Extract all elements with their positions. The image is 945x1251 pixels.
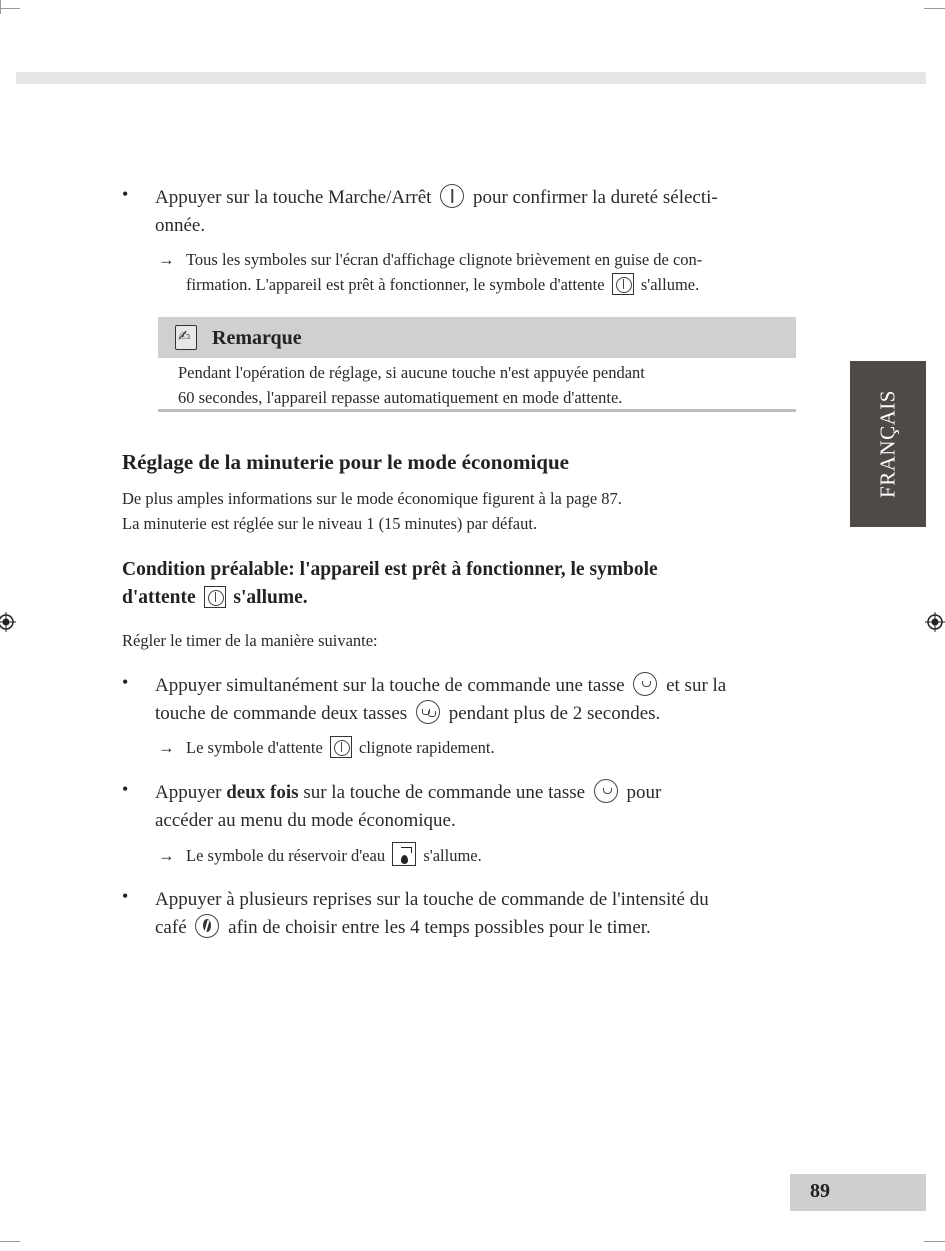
coffee-strength-button-icon (195, 914, 219, 938)
arrow-icon: → (158, 846, 175, 865)
bullet: • (122, 779, 129, 799)
arrow-icon: → (158, 250, 175, 269)
registration-mark-icon (0, 612, 16, 632)
bullet: • (122, 886, 129, 906)
section-heading: Réglage de la minuterie pour le mode économique (122, 450, 569, 474)
standby-symbol-icon (612, 273, 634, 295)
instruction-paragraph: Appuyer sur la touche Marche/Arrêt pour confirmer la dureté sélecti- onnée. (155, 184, 825, 240)
language-tab-label: FRANÇAIS (875, 390, 900, 498)
language-tab (850, 361, 926, 527)
crop-mark (924, 1241, 945, 1242)
crop-mark (924, 8, 945, 9)
bullet: • (122, 184, 129, 204)
one-cup-button-icon (633, 672, 657, 696)
crop-mark (0, 8, 20, 9)
power-button-icon (440, 184, 464, 208)
result-line: → Le symbole d'attente clignote rapidement. (158, 735, 808, 760)
intro-text: De plus amples informations sur le mode économique figurent à la page 87. La minuterie est réglée sur le niveau 1 (15 minutes) par défaut. (122, 489, 622, 533)
step-paragraph: Appuyer simultanément sur la touche de commande une tasse et sur la touche de commande deux tasses pendant plus de 2 secondes. (155, 672, 835, 728)
note-title: Remarque (212, 327, 302, 349)
registration-mark-icon (925, 612, 945, 632)
result-line: → Le symbole du réservoir d'eau s'allume. (158, 842, 808, 868)
step-paragraph: Appuyer à plusieurs reprises sur la touche de commande de l'intensité du café afin de choisir entre les 4 temps possibles pour le timer. (155, 889, 709, 938)
crop-mark (0, 1241, 20, 1242)
bullet: • (122, 672, 129, 692)
page-number: 89 (810, 1180, 830, 1202)
page-number-box (790, 1174, 926, 1211)
precondition-text: Condition préalable: l'appareil est prêt à fonctionner, le symbole d'attente s'allume. (122, 559, 658, 608)
two-cups-button-icon (416, 700, 440, 724)
one-cup-button-icon (594, 779, 618, 803)
note-divider (158, 409, 796, 412)
instruction-text: Régler le timer de la manière suivante: (122, 631, 378, 650)
note-hand-icon (175, 325, 197, 350)
result-line: → Tous les symboles sur l'écran d'affichage clignote brièvement en guise de con- firmation. L'appareil est prêt à fonctionner, le symbole d'attente s'allume. (158, 247, 808, 297)
standby-symbol-icon (204, 586, 226, 608)
crop-mark (0, 0, 1, 14)
step-paragraph: Appuyer deux fois sur la touche de commande une tasse pour accéder au menu du mode économique. (155, 779, 835, 835)
header-bar (16, 72, 926, 84)
note-body: Pendant l'opération de réglage, si aucune touche n'est appuyée pendant 60 secondes, l'appareil repasse automatiquement en mode d'attente. (178, 363, 645, 407)
water-tank-symbol-icon (392, 842, 416, 866)
arrow-icon: → (158, 738, 175, 757)
note-header (158, 317, 796, 358)
standby-symbol-icon (330, 736, 352, 758)
